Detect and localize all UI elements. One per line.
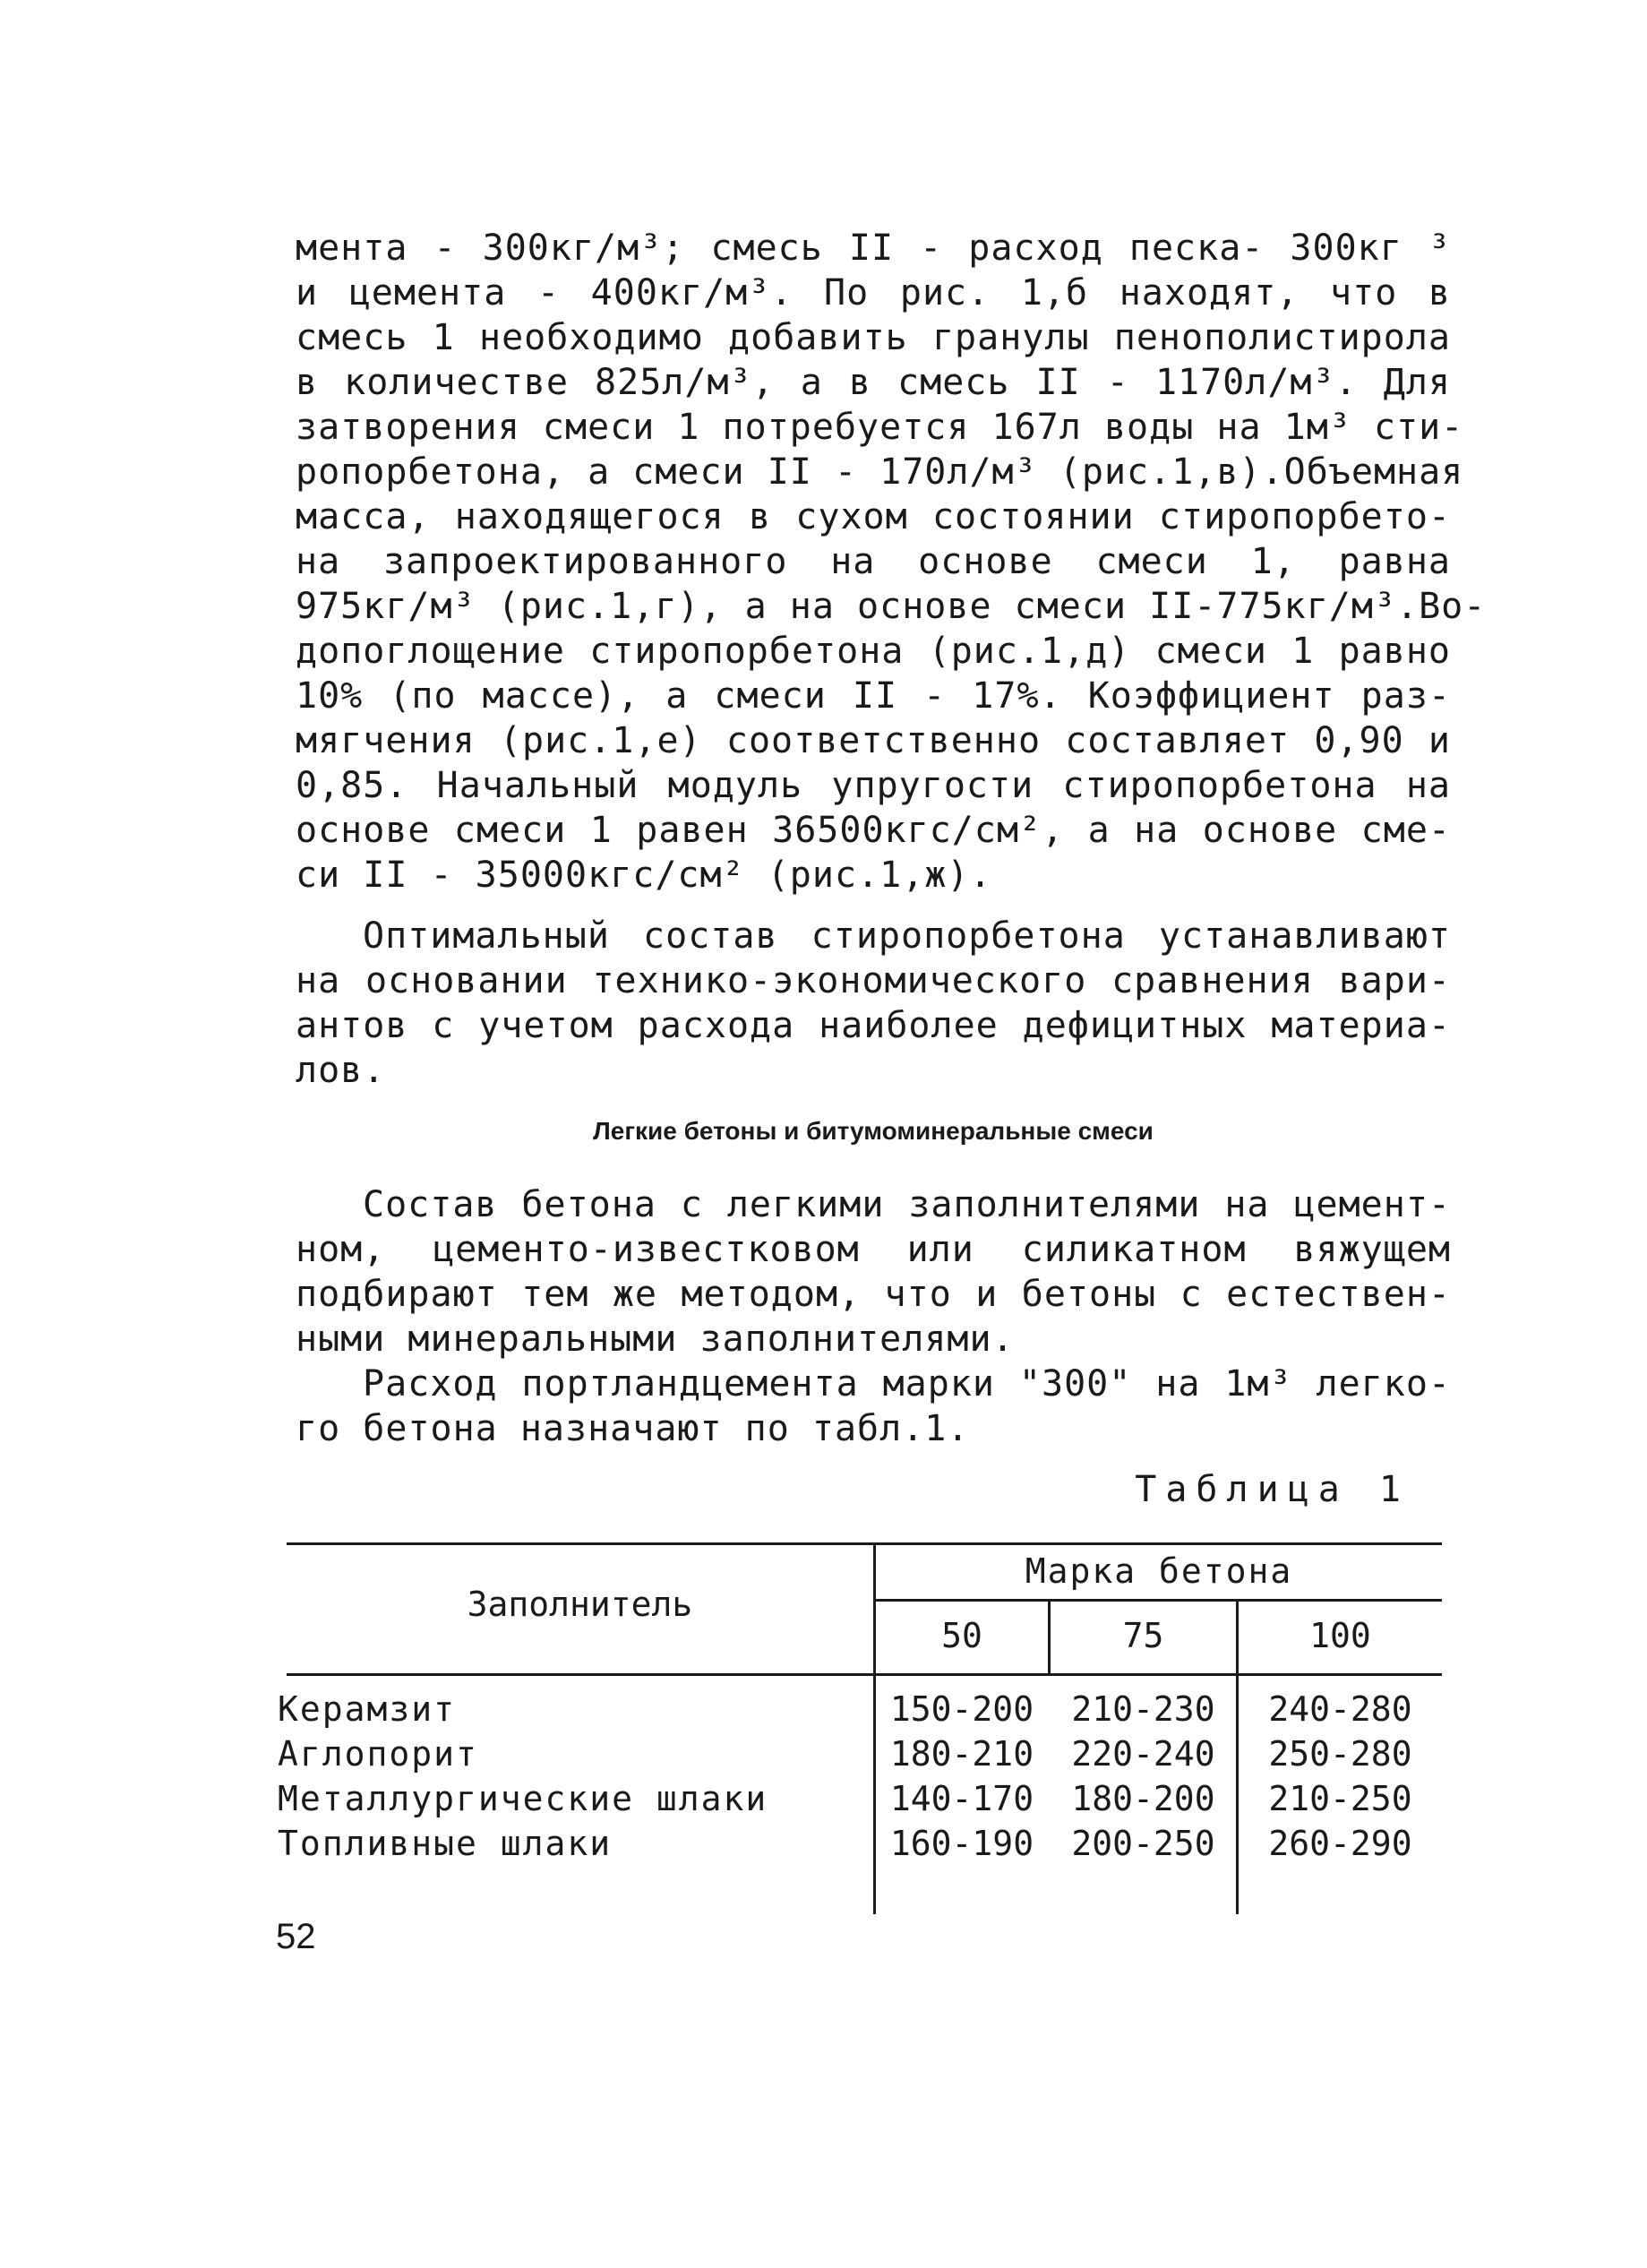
paragraph-cement-consumption <box>296 1362 1451 1451</box>
text-line: и цемента - 400кг/м³. По рис. 1,б находят, что в <box>296 272 1451 314</box>
text-line: 975кг/м³ (рис.1,г), а на основе смеси II-775кг/м³.Во- <box>296 586 1487 627</box>
table-title: Таблица 1 <box>1135 1469 1410 1510</box>
table-subheader-rule <box>873 1599 1442 1602</box>
page-number: 52 <box>276 1917 316 1956</box>
table-header-filler: Заполнитель <box>467 1585 693 1624</box>
table-cell: 150-200 <box>889 1689 1034 1729</box>
text-line: допоглощение стиропорбетона (рис.1,д) смеси 1 равно <box>296 631 1451 672</box>
table-cell: 200-250 <box>1071 1824 1215 1863</box>
table-cell: 240-280 <box>1268 1689 1412 1729</box>
section-heading: Легкие бетоны и битумоминеральные смеси <box>593 1117 1154 1145</box>
text-line: Состав бетона с легкими заполнителями на цемент- <box>363 1184 1451 1225</box>
cement-consumption-table <box>278 1542 1442 1914</box>
table-cell: 250-280 <box>1268 1734 1412 1774</box>
text-line: лов. <box>296 1050 386 1091</box>
text-line: си II - 35000кгс/см² (рис.1,ж). <box>296 855 992 896</box>
paragraph-optimal-composition <box>296 914 1451 1093</box>
text-line: на основании технико-экономического сравнения вари- <box>296 960 1451 1001</box>
table-cell: 180-200 <box>1071 1779 1215 1818</box>
text-line: масса, находящегося в сухом состоянии стиропорбето- <box>296 496 1451 537</box>
text-line: ными минеральными заполнителями. <box>296 1319 1015 1360</box>
table-cell: 260-290 <box>1268 1824 1412 1863</box>
text-line: на запроектированного на основе смеси 1, равна <box>296 541 1451 582</box>
paragraph-light-concrete <box>296 1182 1451 1362</box>
table-cell: 210-250 <box>1268 1779 1412 1818</box>
table-top-rule <box>287 1542 1442 1545</box>
text-line: 10% (по массе), а смеси II - 17%. Коэффициент раз- <box>296 675 1451 717</box>
table-row-name: Аглопорит <box>278 1734 478 1774</box>
text-line: Расход портландцемента марки "300" на 1м³ легко- <box>363 1363 1451 1405</box>
table-header-grade: Марка бетона <box>1025 1551 1293 1591</box>
table-row-name: Металлургические шлаки <box>278 1779 768 1818</box>
text-line: затворения смеси 1 потребуется 167л воды на 1м³ сти- <box>296 407 1464 448</box>
text-line: антов с учетом расхода наиболее дефицитных материа- <box>296 1005 1451 1046</box>
table-header-bottom-rule <box>287 1673 1442 1676</box>
text-line: 0,85. Начальный модуль упругости стиропорбетона на <box>296 765 1451 806</box>
table-subheader-75: 75 <box>1122 1616 1164 1655</box>
text-line: го бетона назначают по табл.1. <box>296 1408 970 1449</box>
table-cell: 220-240 <box>1071 1734 1215 1774</box>
text-line: ном, цементо-известковом или силикатном вяжущем <box>296 1229 1451 1270</box>
table-cell: 180-210 <box>889 1734 1034 1774</box>
text-line: мента - 300кг/м³; смесь II - расход песка- 300кг ³ <box>296 228 1451 269</box>
text-line: смесь 1 необходимо добавить гранулы пенополистирола <box>296 317 1451 358</box>
text-line: в количестве 825л/м³, а в смесь II - 1170л/м³. Для <box>296 362 1451 403</box>
table-cell: 140-170 <box>889 1779 1034 1818</box>
table-cell: 160-190 <box>889 1824 1034 1863</box>
table-row-name: Топливные шлаки <box>278 1824 613 1863</box>
paragraph-stiroporbeton-calculation <box>296 226 1487 898</box>
text-line: подбирают тем же методом, что и бетоны с естествен- <box>296 1274 1451 1315</box>
text-line: мягчения (рис.1,е) соответственно составляет 0,90 и <box>296 720 1451 761</box>
table-cell: 210-230 <box>1071 1689 1215 1729</box>
table-subheader-50: 50 <box>941 1616 982 1655</box>
text-line: ропорбетона, а смеси II - 170л/м³ (рис.1,в).Объемная <box>296 451 1464 493</box>
table-subheader-100: 100 <box>1309 1616 1371 1655</box>
table-row-name: Керамзит <box>278 1689 457 1729</box>
text-line: Оптимальный состав стиропорбетона устанавливают <box>363 915 1451 957</box>
text-line: основе смеси 1 равен 36500кгс/см², а на основе сме- <box>296 810 1451 851</box>
